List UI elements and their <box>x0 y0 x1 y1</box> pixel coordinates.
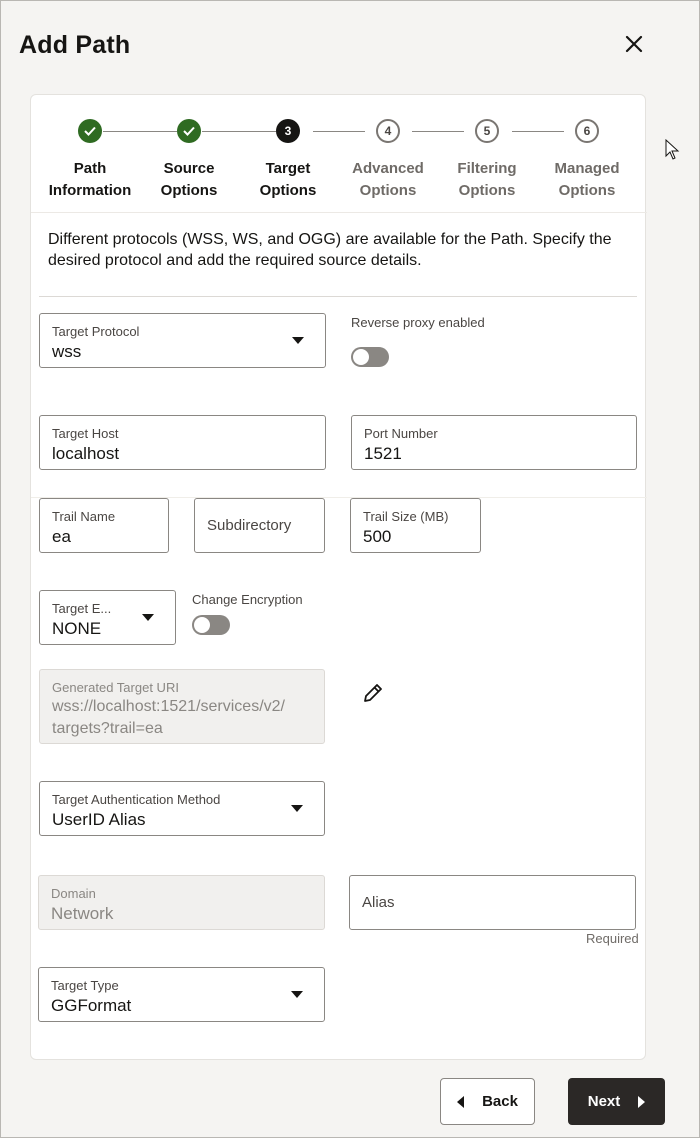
step-connector <box>202 131 276 132</box>
chevron-down-icon <box>291 805 303 812</box>
change-encryption-toggle[interactable] <box>192 615 230 635</box>
next-button[interactable]: Next <box>568 1078 665 1125</box>
chevron-down-icon <box>292 337 304 344</box>
step-4-pending[interactable]: 4 <box>376 119 400 143</box>
step-6-label[interactable]: Managed Options <box>554 160 620 199</box>
step-connector <box>412 131 464 132</box>
domain-field: Domain Network <box>38 875 325 930</box>
step-2-complete-icon[interactable] <box>177 119 201 143</box>
pencil-icon <box>361 681 385 705</box>
step-1-complete-icon[interactable] <box>78 119 102 143</box>
chevron-down-icon <box>142 614 154 621</box>
edit-uri-button[interactable] <box>361 681 385 710</box>
step-3-current[interactable]: 3 <box>276 119 300 143</box>
back-button[interactable]: Back <box>440 1078 535 1125</box>
path-description: Different protocols (WSS, WS, and OGG) are available for the Path. Specify the desired protocol and add the required source details. <box>48 231 612 269</box>
alias-field[interactable]: Alias <box>349 875 636 930</box>
trail-size-field[interactable]: Trail Size (MB) 500 <box>350 498 481 553</box>
step-5-label[interactable]: Filtering Options <box>457 160 517 199</box>
toggle-knob <box>353 349 369 365</box>
alias-required-hint: Required <box>586 931 639 946</box>
target-type-select[interactable]: Target Type GGFormat <box>38 967 325 1022</box>
check-icon <box>84 126 96 136</box>
port-number-field[interactable]: Port Number 1521 <box>351 415 637 470</box>
target-auth-method-select[interactable]: Target Authentication Method UserID Alias <box>39 781 325 836</box>
step-4-label[interactable]: Advanced Options <box>352 160 424 199</box>
target-encryption-select[interactable]: Target E... NONE <box>39 590 176 645</box>
reverse-proxy-toggle[interactable] <box>351 347 389 367</box>
step-connector <box>313 131 365 132</box>
check-icon <box>183 126 195 136</box>
step-6-pending[interactable]: 6 <box>575 119 599 143</box>
generated-target-uri-field: Generated Target URI wss://localhost:1521/services/v2/ targets?trail=ea <box>39 669 325 744</box>
target-host-field[interactable]: Target Host localhost <box>39 415 326 470</box>
description-divider <box>39 296 637 297</box>
close-button[interactable] <box>619 29 649 59</box>
step-5-pending[interactable]: 5 <box>475 119 499 143</box>
step-connector <box>512 131 564 132</box>
step-2-label[interactable]: Source Options <box>160 160 218 199</box>
toggle-knob <box>194 617 210 633</box>
dialog-title: Add Path <box>19 31 131 59</box>
subdirectory-field[interactable]: Subdirectory <box>194 498 325 553</box>
close-icon <box>625 35 643 53</box>
reverse-proxy-label: Reverse proxy enabled <box>351 315 485 330</box>
step-1-label[interactable]: Path Information <box>48 160 132 199</box>
target-protocol-select[interactable]: Target Protocol wss <box>39 313 326 368</box>
chevron-down-icon <box>291 991 303 998</box>
trail-name-field[interactable]: Trail Name ea <box>39 498 169 553</box>
mouse-cursor-icon <box>665 139 681 161</box>
chevron-right-icon <box>638 1096 645 1108</box>
step-3-label[interactable]: Target Options <box>259 160 317 199</box>
step-connector <box>103 131 177 132</box>
chevron-left-icon <box>457 1096 464 1108</box>
stepper-separator <box>31 212 647 213</box>
change-encryption-label: Change Encryption <box>192 592 303 607</box>
